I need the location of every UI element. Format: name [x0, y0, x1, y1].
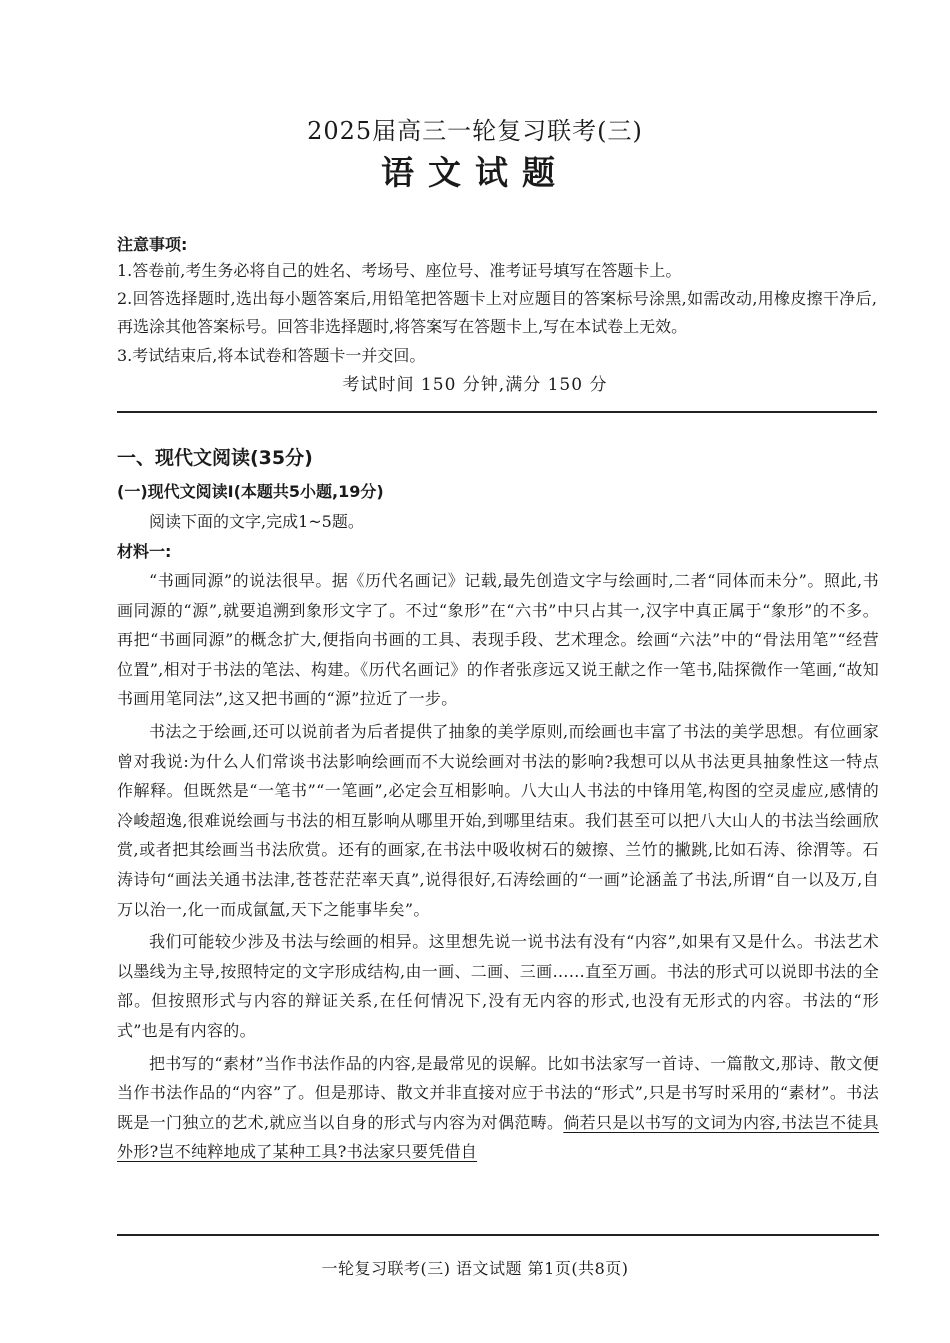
paragraph-1: “书画同源”的说法很早。据《历代名画记》记载,最先创造文字与绘画时,二者“同体而未分”。照此,书画同源的“源”,就要追溯到象形文字了。不过“象形”在“六书”中只占其一,汉字中真正属于“象形”的不多。再把“书画同源”的概念扩大,便指向书画的工具、表现手段、艺术理念。绘画“六法”中的“骨法用笔”“经营位置”,相对于书法的笔法、构建。《历代名画记》的作者张彦远又说王献之作一笔书,陆探微作一笔画,“故知书画用笔同法”,这又把书画的“源”拉近了一步。	[117, 571, 879, 709]
underlined-sentence: 倘若只是以书写的文词为内容,书法岂不徒具外形?岂不纯粹地成了某种工具?书法家只要凭借自	[117, 1112, 879, 1162]
notice-item-3: 3.考试结束后,将本试卷和答题卡一并交回。	[117, 346, 426, 365]
footer-divider	[117, 1234, 879, 1236]
subject-title: 语文试题	[381, 153, 569, 192]
notice-item-2: 2.回答选择题时,选出每小题答案后,用铅笔把答题卡上对应题目的答案标号涂黑,如需改动,用橡皮擦干净后,再选涂其他答案标号。回答非选择题时,将答案写在答题卡上,写在本试卷上无效。	[117, 289, 877, 336]
notice-item-1: 1.答卷前,考生务必将自己的姓名、考场号、座位号、准考证号填写在答题卡上。	[117, 261, 682, 280]
header-divider	[117, 411, 877, 413]
material-text	[117, 566, 879, 1167]
notice-title: 注意事项:	[117, 235, 188, 254]
paragraph-4-text: 把书写的“素材”当作书法作品的内容,是最常见的误解。比如书法家写一首诗、一篇散文,那诗、散文便当作书法作品的“内容”了。但是那诗、散文并非直接对应于书法的“形式”,只是书写时采用的“素材”。书法既是一门独立的艺术,就应当以自身的形式与内容为对偶范畴。	[117, 1053, 879, 1132]
notice-block	[117, 234, 877, 370]
page-footer: 一轮复习联考(三) 语文试题 第1页(共8页)	[321, 1259, 629, 1278]
section-heading: 一、现代文阅读(35分)	[117, 447, 313, 469]
paragraph-3: 我们可能较少涉及书法与绘画的相异。这里想先说一说书法有没有“内容”,如果有又是什么。书法艺术以墨线为主导,按照特定的文字形成结构,由一画、二画、三画……直至万画。书法的形式可以说即书法的全部。但按照形式与内容的辩证关系,在任何情况下,没有无内容的形式,也没有无形式的内容。书法的“形式”也是有内容的。	[117, 932, 879, 1040]
reading-instruction: 阅读下面的文字,完成1~5题。	[149, 512, 364, 531]
paragraph-4	[117, 1049, 879, 1167]
material-label: 材料一:	[117, 542, 172, 561]
subsection-heading: (一)现代文阅读Ⅰ(本题共5小题,19分)	[117, 482, 384, 501]
paragraph-2: 书法之于绘画,还可以说前者为后者提供了抽象的美学原则,而绘画也丰富了书法的美学思想。有位画家曾对我说:为什么人们常谈书法影响绘画而不大说绘画对书法的影响?我想可以从书法更具抽象性这一特点作解释。但既然是“一笔书”“一笔画”,必定会互相影响。八大山人书法的中锋用笔,构图的空灵虚应,感情的冷峻超逸,很难说绘画与书法的相互影响从哪里开始,到哪里结束。我们甚至可以把八大山人的书法当绘画欣赏,或者把其绘画当书法欣赏。还有的画家,在书法中吸收树石的皴擦、兰竹的撇跳,比如石涛、徐渭等。石涛诗句“画法关通书法津,苍苍茫茫率天真”,说得很好,石涛绘画的“一画”论涵盖了书法,所谓“自一以及万,自万以治一,化一而成氤氲,天下之能事毕矣”。	[117, 721, 879, 919]
exam-title: 2025届高三一轮复习联考(三)	[307, 117, 643, 145]
exam-time: 考试时间 150 分钟,满分 150 分	[342, 375, 608, 395]
